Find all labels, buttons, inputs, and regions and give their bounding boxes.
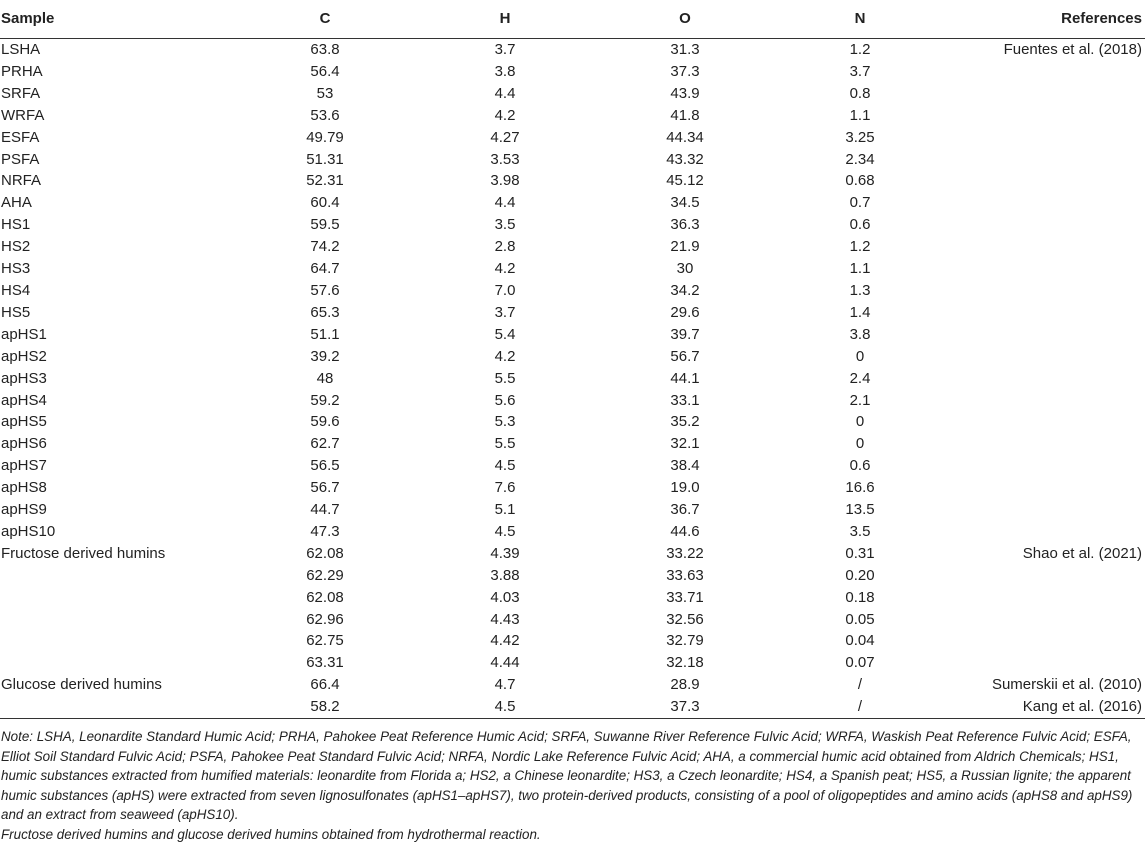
table-row	[0, 324, 1145, 346]
cell-sample: SRFA	[1, 84, 41, 102]
table-row	[0, 61, 1145, 83]
cell-n: 1.2	[849, 238, 871, 256]
cell-sample: apHS7	[1, 457, 47, 475]
cell-o: 30	[676, 260, 694, 278]
table-row	[0, 105, 1145, 127]
cell-sample	[0, 696, 235, 718]
cell-h: 4.42	[490, 632, 520, 650]
cell-sample: apHS1	[1, 325, 47, 343]
cell-reference	[945, 280, 1145, 302]
cell-h: 3.8	[494, 62, 516, 80]
cell-reference	[945, 587, 1145, 609]
cell-n: 0.04	[845, 632, 875, 650]
table-row	[0, 696, 1145, 718]
table-row	[0, 587, 1145, 609]
cell-c: 62.08	[306, 544, 344, 562]
note-abbreviations: Note: LSHA, Leonardite Standard Humic Acid; PRHA, Pahokee Peat Reference Humic Acid; SRFA, Suwanne River Reference Fulvic Acid; WRFA, Waskish Peat Reference Fulvic Acid; ESFA, Elliot Soil Standard Fulvic Acid; PSFA, Pahokee Peat Standard Fulvic Acid; NRFA, Nordic Lake Reference Fulvic Acid; AHA, a commercial humic acid obtained from Aldrich Chemicals; HS1, humic substances extracted from humified materials: leonardite from Florida a; HS2, a Chinese leonardite; HS3, a Czech leonardite; HS4, a Spanish peat; HS5, a Russian lignite; the apparent humic substances (apHS) were extracted from seven lignosulfonates (apHS1–apHS7), two protein-derived products, consisting of a pool of oligopeptides and amino acids (apHS8 and apHS9) and an extract from seaweed (apHS10).	[1, 729, 1133, 823]
cell-c: 53.6	[310, 106, 340, 124]
table-body	[0, 39, 1145, 719]
cell-o: 29.6	[670, 303, 700, 321]
table-row	[0, 280, 1145, 302]
cell-c: 62.7	[310, 435, 340, 453]
cell-n: 13.5	[845, 501, 875, 519]
cell-n: 0.18	[845, 588, 875, 606]
cell-o: 33.22	[666, 544, 704, 562]
cell-n: 2.1	[849, 391, 871, 409]
cell-sample	[0, 587, 235, 609]
cell-n: 1.2	[849, 41, 871, 58]
cell-reference	[945, 390, 1145, 412]
cell-reference	[945, 258, 1145, 280]
cell-c: 60.4	[310, 194, 340, 212]
cell-reference: Fuentes et al. (2018)	[1003, 41, 1142, 58]
cell-o: 28.9	[670, 676, 700, 694]
cell-n: 1.4	[849, 303, 871, 321]
cell-reference	[945, 652, 1145, 674]
cell-reference	[945, 455, 1145, 477]
cell-reference	[945, 609, 1145, 631]
cell-o: 37.3	[670, 62, 700, 80]
cell-h: 3.98	[490, 172, 520, 190]
cell-reference	[945, 499, 1145, 521]
cell-n: 2.4	[849, 369, 871, 387]
cell-sample: AHA	[1, 194, 32, 212]
cell-o: 32.79	[666, 632, 704, 650]
cell-o: 34.2	[670, 281, 700, 299]
cell-reference	[945, 105, 1145, 127]
cell-reference: Kang et al. (2016)	[945, 696, 1145, 718]
cell-h: 4.2	[494, 260, 516, 278]
cell-c: 53	[316, 84, 334, 102]
cell-n: 0.31	[845, 544, 875, 562]
table-row	[0, 477, 1145, 499]
cell-c: 39.2	[310, 347, 340, 365]
table-header-row	[0, 0, 1145, 39]
cell-h: 5.4	[494, 325, 516, 343]
cell-o: 43.32	[666, 150, 704, 168]
cell-h: 5.6	[494, 391, 516, 409]
table-row	[0, 83, 1145, 105]
cell-o: 31.3	[670, 41, 700, 58]
table-row	[0, 127, 1145, 149]
cell-sample: WRFA	[1, 106, 45, 124]
cell-reference	[945, 433, 1145, 455]
cell-sample	[0, 609, 235, 631]
cell-sample: HS2	[1, 238, 31, 256]
table-row	[0, 630, 1145, 652]
table-row	[0, 499, 1145, 521]
header-references: References	[945, 0, 1145, 39]
table-row	[0, 192, 1145, 214]
table-row	[0, 214, 1145, 236]
cell-sample: apHS4	[1, 391, 47, 409]
cell-reference	[945, 521, 1145, 543]
cell-o: 44.1	[670, 369, 700, 387]
cell-h: 5.1	[494, 501, 516, 519]
cell-sample: PSFA	[1, 150, 40, 168]
cell-h: 3.7	[494, 303, 516, 321]
cell-h: 4.39	[490, 544, 520, 562]
cell-c: 51.31	[306, 150, 344, 168]
cell-reference	[945, 83, 1145, 105]
cell-c: 56.4	[310, 62, 340, 80]
cell-n: 0.20	[845, 566, 875, 584]
cell-sample: apHS8	[1, 479, 47, 497]
cell-c: 44.7	[310, 501, 340, 519]
cell-o: 44.6	[670, 522, 700, 540]
cell-n: 3.25	[845, 128, 875, 146]
cell-n: 0.7	[849, 194, 871, 212]
cell-n: /	[775, 696, 945, 718]
cell-c: 49.79	[306, 128, 344, 146]
cell-h: 4.27	[490, 128, 520, 146]
cell-h: 4.4	[494, 84, 516, 102]
cell-o: 19.0	[670, 479, 700, 497]
table-row	[0, 368, 1145, 390]
cell-o: 36.3	[670, 216, 700, 234]
cell-h: 7.6	[494, 479, 516, 497]
cell-reference	[945, 236, 1145, 258]
cell-reference	[945, 565, 1145, 587]
cell-o: 33.71	[666, 588, 704, 606]
cell-h: 4.7	[494, 676, 516, 694]
cell-c: 56.7	[310, 479, 340, 497]
cell-c: 59.2	[310, 391, 340, 409]
cell-o: 39.7	[670, 325, 700, 343]
cell-h: 4.44	[490, 654, 520, 672]
cell-n: 0	[855, 347, 865, 365]
cell-h: 4.2	[494, 347, 516, 365]
cell-c: 62.08	[306, 588, 344, 606]
header-c: C	[235, 0, 415, 39]
cell-sample: apHS3	[1, 369, 47, 387]
table-row	[0, 39, 1145, 61]
cell-o: 43.9	[670, 84, 700, 102]
header-h: H	[415, 0, 595, 39]
cell-o: 35.2	[670, 413, 700, 431]
cell-h: 4.5	[494, 457, 516, 475]
note-humins: Fructose derived humins and glucose derived humins obtained from hydrothermal reaction.	[1, 827, 541, 843]
table-row	[0, 390, 1145, 412]
cell-sample: apHS10	[1, 522, 56, 540]
cell-sample: apHS2	[1, 347, 47, 365]
cell-reference	[945, 302, 1145, 324]
cell-o: 32.1	[670, 435, 700, 453]
cell-c: 48	[316, 369, 334, 387]
cell-reference	[945, 630, 1145, 652]
cell-n: 0	[855, 413, 865, 431]
cell-o: 45.12	[666, 172, 704, 190]
table-row	[0, 652, 1145, 674]
cell-o: 37.3	[595, 696, 775, 718]
cell-n: 3.5	[849, 522, 871, 540]
cell-c: 63.8	[310, 41, 340, 58]
cell-c: 51.1	[310, 325, 340, 343]
cell-o: 56.7	[670, 347, 700, 365]
table-row	[0, 411, 1145, 433]
cell-sample: ESFA	[1, 128, 40, 146]
table-notes	[0, 719, 1145, 845]
cell-c: 64.7	[310, 260, 340, 278]
cell-sample: HS1	[1, 216, 31, 234]
table-row	[0, 543, 1145, 565]
cell-n: 1.1	[849, 260, 871, 278]
cell-c: 59.5	[310, 216, 340, 234]
cell-o: 38.4	[670, 457, 700, 475]
cell-h: 3.88	[490, 566, 520, 584]
cell-n: 3.7	[849, 62, 871, 80]
cell-o: 34.5	[670, 194, 700, 212]
cell-n: 0.05	[845, 610, 875, 628]
header-sample: Sample	[0, 0, 235, 39]
cell-n: 1.1	[849, 106, 871, 124]
cell-reference	[945, 368, 1145, 390]
cell-n: /	[857, 676, 863, 694]
cell-c: 74.2	[310, 238, 340, 256]
cell-n: 2.34	[845, 150, 875, 168]
cell-n: 3.8	[849, 325, 871, 343]
cell-sample: Fructose derived humins	[1, 544, 166, 562]
table-row	[0, 258, 1145, 280]
table-row	[0, 149, 1145, 171]
cell-c: 47.3	[310, 522, 340, 540]
cell-c: 62.75	[306, 632, 344, 650]
cell-reference	[945, 477, 1145, 499]
cell-h: 4.4	[494, 194, 516, 212]
cell-o: 44.34	[666, 128, 704, 146]
cell-h: 4.5	[415, 696, 595, 718]
cell-sample: apHS6	[1, 435, 47, 453]
cell-c: 66.4	[310, 676, 340, 694]
cell-h: 4.03	[490, 588, 520, 606]
cell-reference	[945, 149, 1145, 171]
cell-sample	[0, 565, 235, 587]
cell-o: 32.56	[666, 610, 704, 628]
table-row	[0, 455, 1145, 477]
table-row	[0, 609, 1145, 631]
cell-n: 0	[855, 435, 865, 453]
cell-n: 0.6	[849, 216, 871, 234]
cell-c: 56.5	[310, 457, 340, 475]
cell-reference	[945, 346, 1145, 368]
cell-reference	[945, 411, 1145, 433]
cell-n: 0.68	[845, 172, 875, 190]
cell-c: 52.31	[306, 172, 344, 190]
cell-n: 0.8	[849, 84, 871, 102]
cell-sample	[0, 630, 235, 652]
cell-reference	[945, 214, 1145, 236]
cell-sample: apHS9	[1, 501, 47, 519]
cell-o: 21.9	[670, 238, 700, 256]
cell-h: 3.5	[494, 216, 516, 234]
cell-sample: Glucose derived humins	[1, 676, 162, 694]
table-row	[0, 433, 1145, 455]
cell-c: 62.29	[306, 566, 344, 584]
cell-h: 4.43	[490, 610, 520, 628]
cell-o: 41.8	[670, 106, 700, 124]
cell-reference	[945, 170, 1145, 192]
cell-h: 4.2	[494, 106, 516, 124]
cell-reference	[945, 61, 1145, 83]
cell-sample: NRFA	[1, 172, 42, 190]
cell-h: 3.53	[490, 150, 520, 168]
cell-h: 4.5	[494, 522, 516, 540]
header-n: N	[775, 0, 945, 39]
cell-h: 2.8	[494, 238, 516, 256]
table-row	[0, 521, 1145, 543]
cell-o: 36.7	[670, 501, 700, 519]
cell-sample: apHS5	[1, 413, 47, 431]
cell-c: 58.2	[235, 696, 415, 718]
table-row	[0, 674, 1145, 696]
cell-sample: LSHA	[1, 41, 41, 58]
cell-n: 0.07	[845, 654, 875, 672]
cell-c: 59.6	[310, 413, 340, 431]
cell-n: 16.6	[845, 479, 875, 497]
table-row	[0, 170, 1145, 192]
cell-h: 5.3	[494, 413, 516, 431]
cell-sample: HS3	[1, 260, 31, 278]
cell-o: 33.1	[670, 391, 700, 409]
table-row	[0, 302, 1145, 324]
cell-o: 32.18	[666, 654, 704, 672]
cell-sample: HS5	[1, 303, 31, 321]
cell-h: 5.5	[494, 435, 516, 453]
cell-n: 0.6	[849, 457, 871, 475]
cell-sample	[0, 652, 235, 674]
cell-reference	[945, 324, 1145, 346]
cell-h: 5.5	[494, 369, 516, 387]
cell-c: 65.3	[310, 303, 340, 321]
table-row	[0, 565, 1145, 587]
cell-sample: HS4	[1, 281, 31, 299]
cell-reference: Shao et al. (2021)	[1022, 544, 1142, 562]
cell-c: 62.96	[306, 610, 344, 628]
cell-sample: PRHA	[1, 62, 43, 80]
table-row	[0, 236, 1145, 258]
cell-c: 63.31	[306, 654, 344, 672]
cell-o: 33.63	[666, 566, 704, 584]
cell-reference	[945, 127, 1145, 149]
cell-h: 7.0	[494, 281, 516, 299]
table-row	[0, 346, 1145, 368]
cell-h: 3.7	[494, 41, 516, 58]
cell-c: 57.6	[310, 281, 340, 299]
header-o: O	[595, 0, 775, 39]
cell-reference	[945, 192, 1145, 214]
cell-reference: Sumerskii et al. (2010)	[991, 676, 1142, 694]
cell-n: 1.3	[849, 281, 871, 299]
